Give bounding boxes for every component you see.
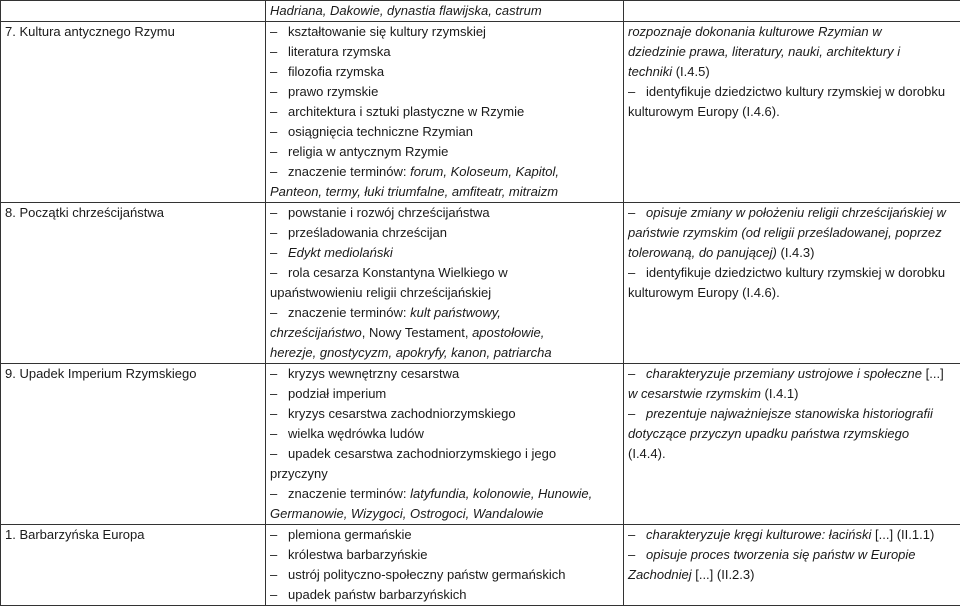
- requirement-text: dziedzinie prawa, literatury, nauki, architektury i: [628, 42, 960, 62]
- topic-title: 8. Początki chrześcijaństwa: [5, 203, 261, 223]
- list-item: – wielka wędrówka ludów: [270, 424, 619, 444]
- table-row: [1, 1, 960, 22]
- list-item: – podział imperium: [270, 384, 619, 404]
- list-item: – królestwa barbarzyńskie: [270, 545, 619, 565]
- list-item: – upadek państw barbarzyńskich: [270, 585, 619, 605]
- table-row: [1, 364, 960, 525]
- list-item: – ustrój polityczno-społeczny państw germańskich: [270, 565, 619, 585]
- requirement-text: kulturowym Europy (I.4.6).: [628, 283, 960, 303]
- requirement-text: (I.4.4).: [628, 444, 960, 464]
- requirements-cell: [624, 525, 960, 606]
- terms-continuation: Germanowie, Wizygoci, Ostrogoci, Wandalowie: [270, 504, 619, 524]
- requirement-text: techniki (I.4.5): [628, 62, 960, 82]
- terms-item: – znaczenie terminów: kult państwowy,: [270, 303, 619, 323]
- requirement-text: Zachodniej [...] (II.2.3): [628, 565, 960, 585]
- table-row: [1, 22, 960, 203]
- topic-cell: [1, 22, 266, 203]
- content-cell: [266, 1, 624, 22]
- requirement-item: – identyfikuje dziedzictwo kultury rzymskiej w dorobku: [628, 82, 960, 102]
- requirements-cell: [624, 203, 960, 364]
- requirement-text: kulturowym Europy (I.4.6).: [628, 102, 960, 122]
- requirement-text: w cesarstwie rzymskim (I.4.1): [628, 384, 960, 404]
- list-item: – plemiona germańskie: [270, 525, 619, 545]
- requirement-item: – prezentuje najważniejsze stanowiska historiografii: [628, 404, 960, 424]
- list-item: – upadek cesarstwa zachodniorzymskiego i jego: [270, 444, 619, 464]
- list-item: – prześladowania chrześcijan: [270, 223, 619, 243]
- requirement-item: – opisuje proces tworzenia się państw w Europie: [628, 545, 960, 565]
- requirements-cell: [624, 364, 960, 525]
- table-row: [1, 203, 960, 364]
- list-item: – osiągnięcia techniczne Rzymian: [270, 122, 619, 142]
- requirement-text: państwie rzymskim (od religii prześladowanej, poprzez: [628, 223, 960, 243]
- requirements-cell: [624, 22, 960, 203]
- content-cell: [266, 203, 624, 364]
- list-item-continuation: upaństwowieniu religii chrześcijańskiej: [270, 283, 619, 303]
- requirement-item: – charakteryzuje przemiany ustrojowe i społeczne [...]: [628, 364, 960, 384]
- list-item: – kryzys wewnętrzny cesarstwa: [270, 364, 619, 384]
- list-item: – powstanie i rozwój chrześcijaństwa: [270, 203, 619, 223]
- topic-cell: [1, 203, 266, 364]
- requirement-item: – identyfikuje dziedzictwo kultury rzymskiej w dorobku: [628, 263, 960, 283]
- continuation-text: Hadriana, Dakowie, dynastia flawijska, castrum: [270, 1, 619, 21]
- list-item: – literatura rzymska: [270, 42, 619, 62]
- topic-cell: [1, 525, 266, 606]
- terms-item: – znaczenie terminów: forum, Koloseum, Kapitol,: [270, 162, 619, 182]
- topic-title: 9. Upadek Imperium Rzymskiego: [5, 364, 261, 384]
- requirement-text: tolerowaną, do panującej) (I.4.3): [628, 243, 960, 263]
- content-cell: [266, 364, 624, 525]
- terms-continuation: herezje, gnostycyzm, apokryfy, kanon, patriarcha: [270, 343, 619, 363]
- list-item: – prawo rzymskie: [270, 82, 619, 102]
- requirement-text: rozpoznaje dokonania kulturowe Rzymian w: [628, 22, 960, 42]
- requirement-text: dotyczące przyczyn upadku państwa rzymskiego: [628, 424, 960, 444]
- topic-title: 7. Kultura antycznego Rzymu: [5, 22, 261, 42]
- list-item: – Edykt mediolański: [270, 243, 619, 263]
- list-item: – kształtowanie się kultury rzymskiej: [270, 22, 619, 42]
- content-cell: [266, 525, 624, 606]
- table-row: [1, 525, 960, 606]
- requirements-cell: [624, 1, 960, 22]
- list-item: – kryzys cesarstwa zachodniorzymskiego: [270, 404, 619, 424]
- terms-item: – znaczenie terminów: latyfundia, kolonowie, Hunowie,: [270, 484, 619, 504]
- list-item: – architektura i sztuki plastyczne w Rzymie: [270, 102, 619, 122]
- topic-title: 1. Barbarzyńska Europa: [5, 525, 261, 545]
- list-item: – religia w antycznym Rzymie: [270, 142, 619, 162]
- list-item-continuation: przyczyny: [270, 464, 619, 484]
- requirement-item: – opisuje zmiany w położeniu religii chrześcijańskiej w: [628, 203, 960, 223]
- topic-cell: [1, 1, 266, 22]
- requirement-item: – charakteryzuje kręgi kulturowe: łaciński [...] (II.1.1): [628, 525, 960, 545]
- topic-cell: [1, 364, 266, 525]
- terms-continuation: chrześcijaństwo, Nowy Testament, apostołowie,: [270, 323, 619, 343]
- list-item: – filozofia rzymska: [270, 62, 619, 82]
- list-item: – rola cesarza Konstantyna Wielkiego w: [270, 263, 619, 283]
- terms-continuation: Panteon, termy, łuki triumfalne, amfiteatr, mitraizm: [270, 182, 619, 202]
- content-cell: [266, 22, 624, 203]
